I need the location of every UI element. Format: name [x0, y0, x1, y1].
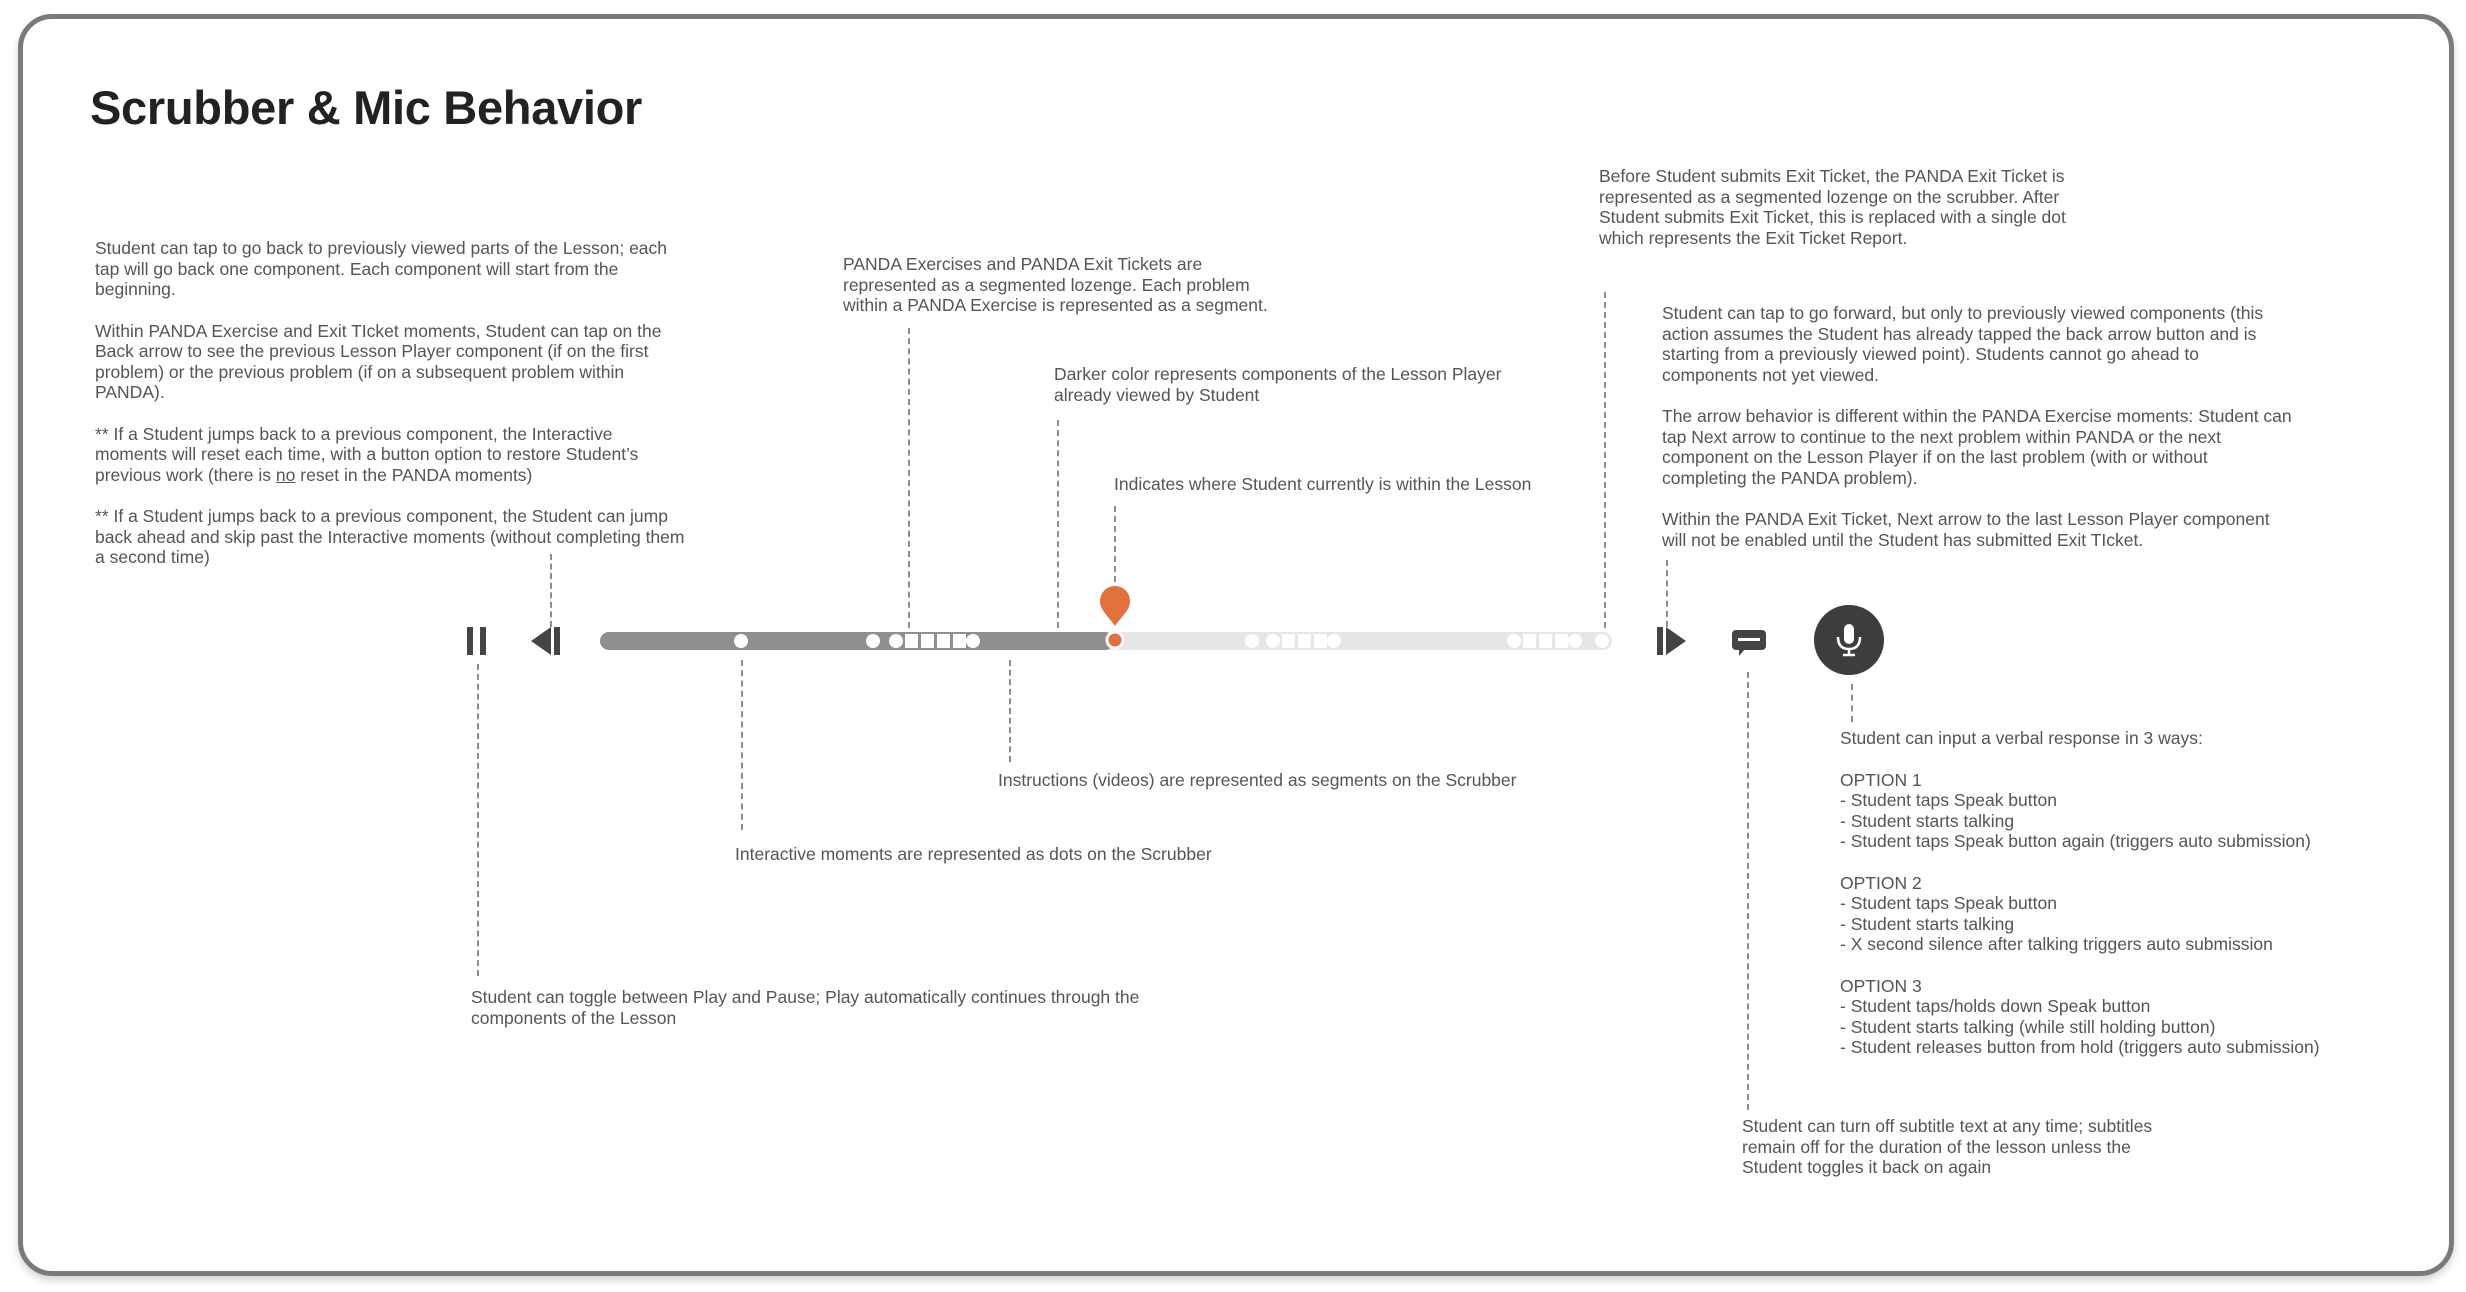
leader-line-play-pause [477, 664, 479, 976]
note-back-arrow-p3-b: reset in the PANDA moments) [300, 464, 533, 485]
exit-ticket-segment[interactable] [1539, 634, 1552, 648]
exit-ticket-dot[interactable] [1595, 634, 1609, 648]
note-back-arrow-p3 [95, 424, 685, 486]
panda-segment[interactable] [921, 634, 934, 648]
note-mic-step: - Student starts talking [1840, 810, 2015, 831]
note-mic-option-label: OPTION 1 [1840, 769, 1922, 790]
pause-button[interactable] [466, 626, 488, 656]
panda-segment[interactable] [1298, 634, 1311, 648]
playhead[interactable] [1098, 584, 1132, 652]
note-mic-step: - Student taps/holds down Speak button [1840, 996, 2151, 1016]
note-segmented-lozenge: PANDA Exercises and PANDA Exit Tickets are represented as a segmented lozenge. Each problem within a PANDA Exercise is represented as a segment. [843, 254, 1268, 315]
interactive-dot[interactable] [734, 634, 748, 648]
note-mic-option-label: OPTION 3 [1840, 975, 1922, 996]
leader-line-instructions [1009, 660, 1011, 762]
page-title: Scrubber & Mic Behavior [90, 81, 643, 134]
panda-segment[interactable] [953, 634, 966, 648]
leader-line-interactive [741, 660, 743, 830]
note-mic-step: - Student taps Speak button again (triggers auto submission) [1840, 831, 2311, 851]
note-mic-step: - Student taps Speak button [1840, 790, 2057, 810]
interactive-dot[interactable] [866, 634, 880, 648]
subtitles-button[interactable] [1731, 629, 1767, 657]
leader-line-lozenge [908, 328, 910, 628]
note-back-arrow-p3-a: ** If a Student jumps back to a previous component, the Interactive moments will reset each time, with a button option to restore Student’s previous work (there is [95, 423, 639, 485]
exit-ticket-segment[interactable] [1555, 634, 1568, 648]
note-back-arrow-p2: Within PANDA Exercise and Exit TIcket moments, Student can tap on the Back arrow to see the previous Lesson Player component (if on the first problem) or the previous problem (if on a subsequent problem within PANDA). [95, 320, 662, 402]
panda-segment-start[interactable] [889, 634, 903, 648]
note-mic-intro: Student can input a verbal response in 3 ways: [1840, 728, 2203, 748]
exit-ticket-segment[interactable] [1523, 634, 1536, 648]
panda-segment[interactable] [1314, 634, 1327, 648]
note-interactive-dots: Interactive moments are represented as dots on the Scrubber [735, 844, 1212, 864]
panda-segment[interactable] [937, 634, 950, 648]
location-pin-icon [1098, 584, 1132, 652]
note-current-position: Indicates where Student currently is within the Lesson [1114, 474, 1532, 494]
pause-icon [466, 626, 488, 656]
note-mic [1840, 728, 2400, 1058]
note-subtitles: Student can turn off subtitle text at any time; subtitles remain off for the duration of the lesson unless the Student toggles it back on again [1742, 1116, 2153, 1177]
mic-button[interactable] [1813, 604, 1885, 676]
note-darker-color: Darker color represents components of the Lesson Player already viewed by Student [1054, 364, 1502, 405]
note-exit-ticket: Before Student submits Exit Ticket, the PANDA Exit Ticket is represented as a segmented lozenge on the scrubber. After Student submits Exit Ticket, this is replaced with a single dot which represents the Exit Ticket Report. [1599, 166, 2066, 248]
note-mic-step: - X second silence after talking triggers auto submission [1840, 934, 2273, 954]
note-mic-option-2 [1840, 873, 2400, 955]
subtitles-icon [1731, 629, 1767, 657]
leader-line-exit-ticket [1604, 292, 1606, 628]
note-mic-step: - Student starts talking (while still holding button) [1840, 1016, 2216, 1037]
leader-line-darker [1057, 420, 1059, 628]
note-back-arrow-p3-emphasis: no [275, 464, 296, 485]
scrubber-viewed-track [600, 632, 1114, 650]
note-forward-arrow [1662, 303, 2297, 550]
leader-line-back [550, 554, 552, 627]
panda-segment-start[interactable] [1266, 634, 1280, 648]
interactive-dot[interactable] [1245, 634, 1259, 648]
note-back-arrow-p4: ** If a Student jumps back to a previous component, the Student can jump back ahead and skip past the Interactive moments (without completing them a second time) [95, 506, 685, 567]
leader-line-subtitles [1747, 672, 1749, 1110]
note-mic-step: - Student starts talking [1840, 913, 2015, 934]
note-forward-arrow-p2: The arrow behavior is different within the PANDA Exercise moments: Student can tap Next arrow to continue to the next problem within PANDA or the next component on the Lesson Player if on the last problem (with or without completing the PANDA problem). [1662, 406, 2292, 488]
note-mic-step: - Student taps Speak button [1840, 893, 2057, 913]
note-back-arrow [95, 238, 685, 568]
microphone-icon [1813, 604, 1885, 676]
note-forward-arrow-p1: Student can tap to go forward, but only to previously viewed components (this action assumes the Student has already tapped the back arrow button and is starting from a previously viewed point). Students cannot go ahead to components not yet viewed. [1662, 303, 2264, 385]
note-mic-option-label: OPTION 2 [1840, 872, 1922, 893]
exit-ticket-segment-start[interactable] [1507, 634, 1521, 648]
exit-ticket-segment-end[interactable] [1568, 634, 1582, 648]
panda-segment-end[interactable] [966, 634, 980, 648]
skip-back-icon [528, 626, 562, 656]
forward-button[interactable] [1655, 626, 1689, 656]
note-mic-option-1 [1840, 770, 2400, 852]
note-instructions: Instructions (videos) are represented as segments on the Scrubber [998, 770, 1517, 790]
note-mic-step: - Student releases button from hold (triggers auto submission) [1840, 1037, 2320, 1057]
note-back-arrow-p1: Student can tap to go back to previously viewed parts of the Lesson; each tap will go back one component. Each component will start from the beginning. [95, 238, 668, 299]
leader-line-mic [1851, 684, 1853, 722]
back-button[interactable] [528, 626, 562, 656]
note-play-pause: Student can toggle between Play and Pause; Play automatically continues through the components of the Lesson [471, 987, 1140, 1028]
note-mic-option-3 [1840, 976, 2400, 1058]
panda-segment[interactable] [1282, 634, 1295, 648]
skip-forward-icon [1655, 626, 1689, 656]
panda-segment[interactable] [905, 634, 918, 648]
leader-line-current [1114, 506, 1116, 582]
panda-segment-end[interactable] [1327, 634, 1341, 648]
leader-line-forward [1666, 560, 1668, 627]
note-forward-arrow-p3: Within the PANDA Exit Ticket, Next arrow to the last Lesson Player component will not be enabled until the Student has submitted Exit TIcket. [1662, 509, 2270, 550]
